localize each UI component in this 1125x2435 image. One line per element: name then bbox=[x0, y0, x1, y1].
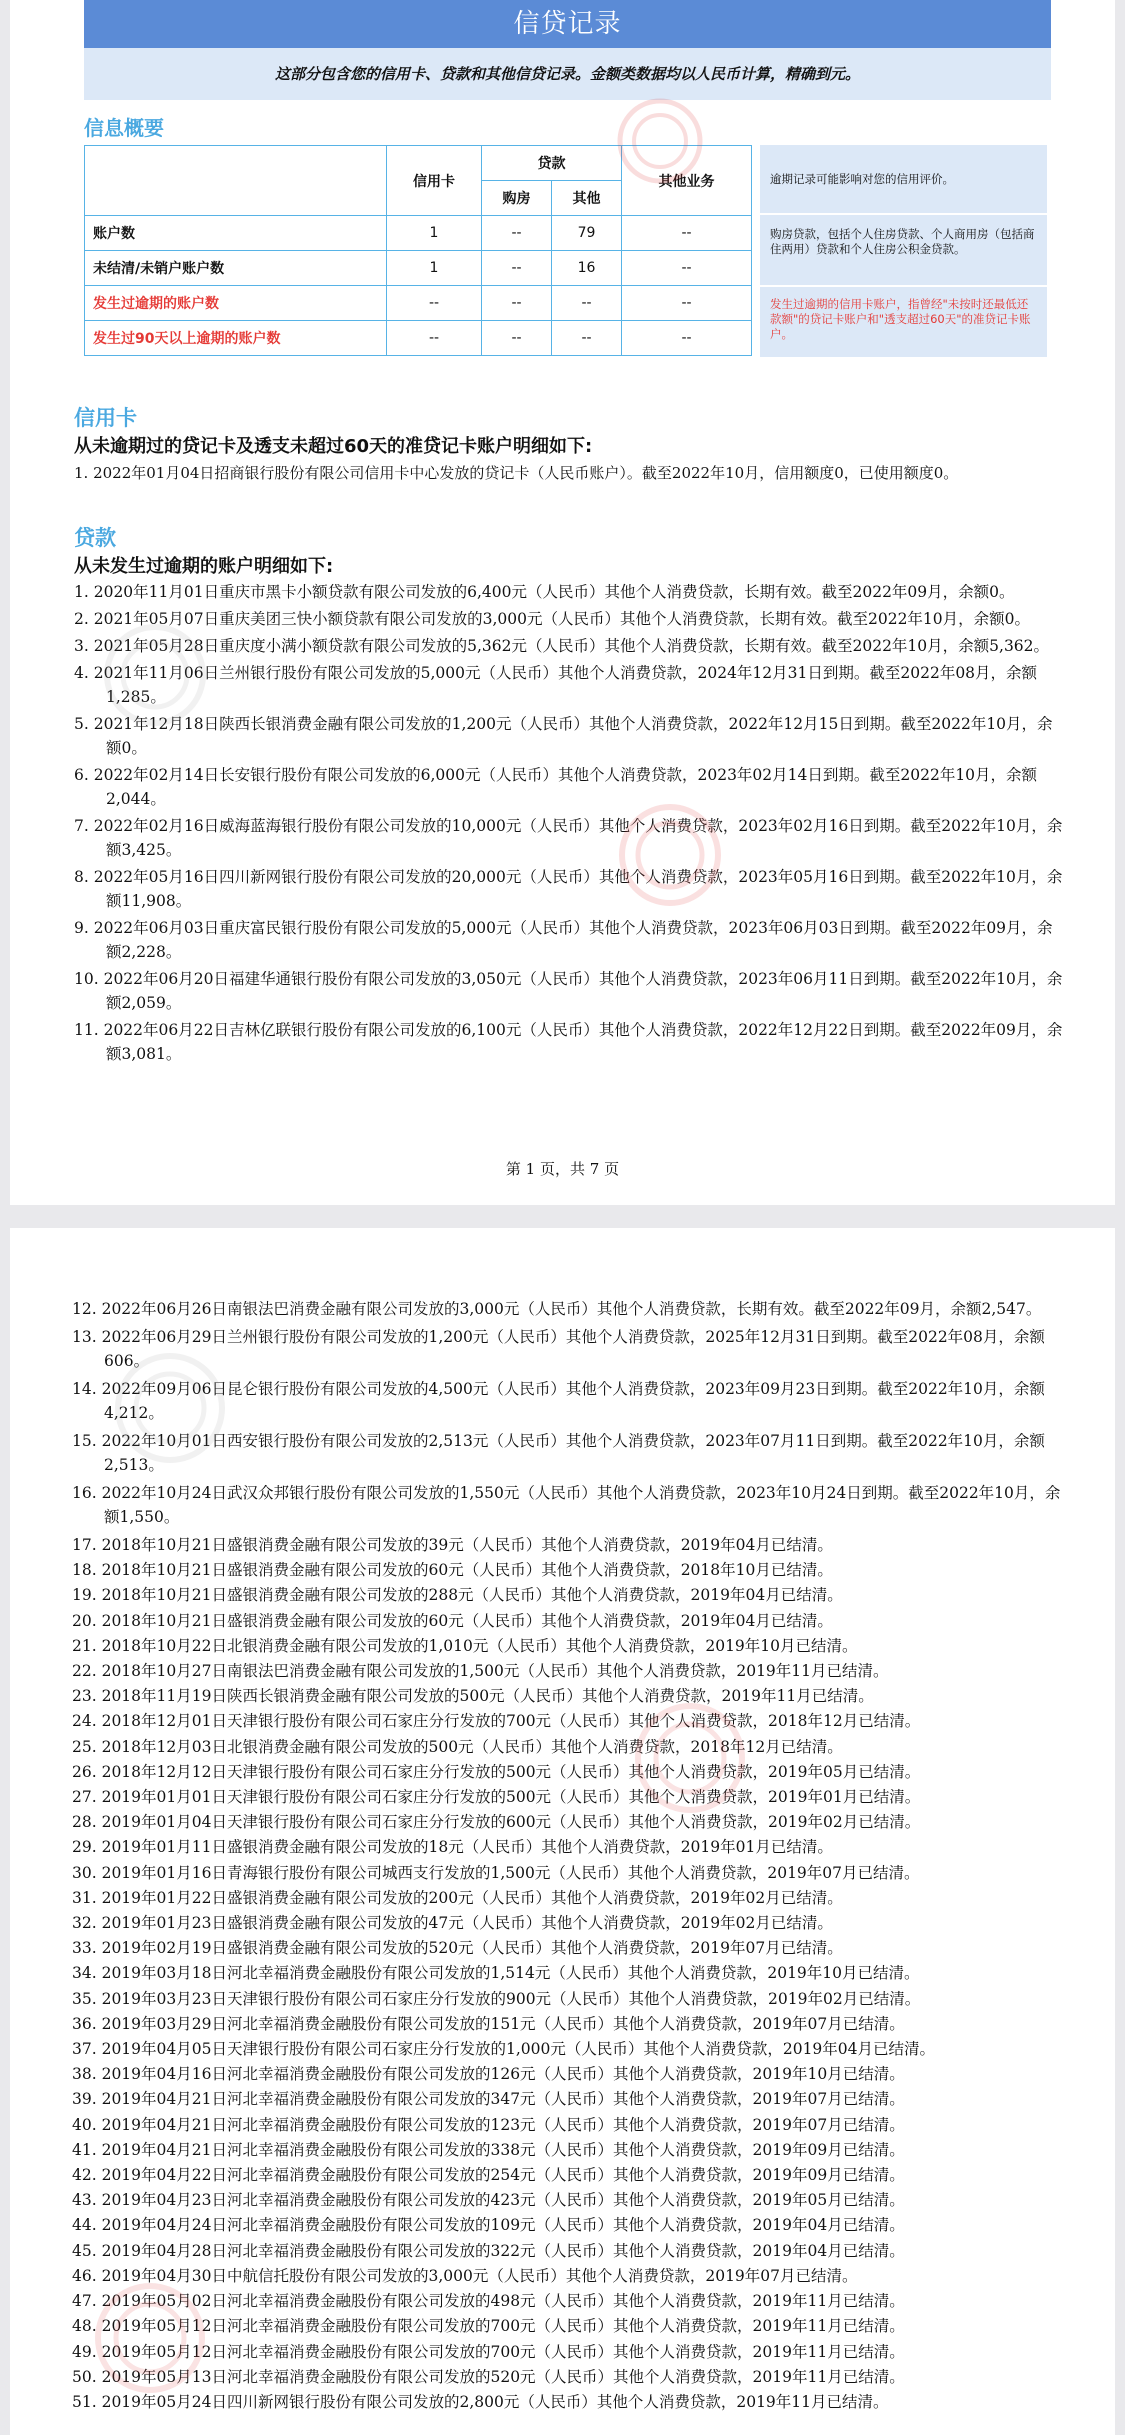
list-item: 43. 2019年04月23日河北幸福消费金融股份有限公司发放的423元（人民币）其他个人消费贷款，2019年05月已结清。 bbox=[72, 2191, 905, 2210]
list-item: 11. 2022年06月22日吉林亿联银行股份有限公司发放的6,100元（人民币）其他个人消费贷款，2022年12月22日到期。截至2022年09月，余额3,081。 bbox=[74, 1021, 1063, 1063]
list-item: 18. 2018年10月21日盛银消费金融有限公司发放的60元（人民币）其他个人消费贷款，2018年10月已结清。 bbox=[72, 1561, 833, 1580]
summary-title: 信息概要 bbox=[84, 116, 164, 140]
list-item: 13. 2022年06月29日兰州银行股份有限公司发放的1,200元（人民币）其他个人消费贷款，2025年12月31日到期。截至2022年08月，余额606。 bbox=[72, 1328, 1045, 1370]
table-row: 发生过90天以上逾期的账户数 -- -- -- -- bbox=[85, 321, 752, 356]
list-item: 3. 2021年05月28日重庆度小满小额贷款有限公司发放的5,362元（人民币）其他个人消费贷款，长期有效。截至2022年10月，余额5,362。 bbox=[74, 637, 1050, 655]
list-item: 45. 2019年04月28日河北幸福消费金融股份有限公司发放的322元（人民币）其他个人消费贷款，2019年04月已结清。 bbox=[72, 2241, 905, 2260]
list-item: 16. 2022年10月24日武汉众邦银行股份有限公司发放的1,550元（人民币）其他个人消费贷款，2023年10月24日到期。截至2022年10月，余额1,550。 bbox=[72, 1484, 1061, 1526]
report-page-2 bbox=[10, 1228, 1115, 2435]
list-item: 51. 2019年05月24日四川新网银行股份有限公司发放的2,800元（人民币）其他个人消费贷款，2019年11月已结清。 bbox=[72, 2392, 889, 2411]
list-item: 48. 2019年05月12日河北幸福消费金融股份有限公司发放的700元（人民币）其他个人消费贷款，2019年11月已结清。 bbox=[72, 2317, 905, 2336]
list-item: 1. 2022年01月04日招商银行股份有限公司信用卡中心发放的贷记卡（人民币账户）。截至2022年10月，信用额度0，已使用额度0。 bbox=[74, 464, 959, 482]
list-item: 30. 2019年01月16日青海银行股份有限公司城西支行发放的1,500元（人民币）其他个人消费贷款，2019年07月已结清。 bbox=[72, 1863, 920, 1882]
list-item: 17. 2018年10月21日盛银消费金融有限公司发放的39元（人民币）其他个人消费贷款，2019年04月已结清。 bbox=[72, 1536, 833, 1554]
list-item: 33. 2019年02月19日盛银消费金融有限公司发放的520元（人民币）其他个人消费贷款，2019年07月已结清。 bbox=[72, 1939, 843, 1958]
list-item: 7. 2022年02月16日威海蓝海银行股份有限公司发放的10,000元（人民币）其他个人消费贷款，2023年02月16日到期。截至2022年10月，余额3,425。 bbox=[74, 817, 1063, 859]
section-description: 这部分包含您的信用卡、贷款和其他信贷记录。金额类数据均以人民币计算，精确到元。 bbox=[84, 48, 1051, 100]
list-item: 14. 2022年09月06日昆仑银行股份有限公司发放的4,500元（人民币）其他个人消费贷款，2023年09月23日到期。截至2022年10月，余额4,212。 bbox=[72, 1380, 1045, 1422]
list-item: 21. 2018年10月22日北银消费金融有限公司发放的1,010元（人民币）其他个人消费贷款，2019年10月已结清。 bbox=[72, 1636, 858, 1655]
list-item: 34. 2019年03月18日河北幸福消费金融股份有限公司发放的1,514元（人民币）其他个人消费贷款，2019年10月已结清。 bbox=[72, 1964, 920, 1983]
list-item: 4. 2021年11月06日兰州银行股份有限公司发放的5,000元（人民币）其他个人消费贷款，2024年12月31日到期。截至2022年08月，余额1,285。 bbox=[74, 664, 1038, 706]
header-credit-card: 信用卡 bbox=[387, 146, 482, 216]
list-item: 24. 2018年12月01日天津银行股份有限公司石家庄分行发放的700元（人民币）其他个人消费贷款，2018年12月已结清。 bbox=[72, 1712, 921, 1731]
page-number: 第 1 页，共 7 页 bbox=[505, 1160, 620, 1178]
list-item: 1. 2020年11月01日重庆市黑卡小额贷款有限公司发放的6,400元（人民币）其他个人消费贷款，长期有效。截至2022年09月，余额0。 bbox=[74, 583, 1015, 601]
table-row: 发生过逾期的账户数 -- -- -- -- bbox=[85, 286, 752, 321]
list-item: 40. 2019年04月21日河北幸福消费金融股份有限公司发放的123元（人民币）其他个人消费贷款，2019年07月已结清。 bbox=[72, 2115, 905, 2134]
list-item: 9. 2022年06月03日重庆富民银行股份有限公司发放的5,000元（人民币）其他个人消费贷款，2023年06月03日到期。截至2022年09月，余额2,228。 bbox=[74, 919, 1053, 961]
header-housing: 购房 bbox=[482, 181, 552, 216]
summary-table bbox=[84, 145, 752, 356]
list-item: 47. 2019年05月02日河北幸福消费金融股份有限公司发放的498元（人民币）其他个人消费贷款，2019年11月已结清。 bbox=[72, 2292, 905, 2311]
list-item: 10. 2022年06月20日福建华通银行股份有限公司发放的3,050元（人民币）其他个人消费贷款，2023年06月11日到期。截至2022年10月，余额2,059。 bbox=[74, 970, 1063, 1012]
list-item: 42. 2019年04月22日河北幸福消费金融股份有限公司发放的254元（人民币）其他个人消费贷款，2019年09月已结清。 bbox=[72, 2166, 905, 2185]
list-item: 23. 2018年11月19日陕西长银消费金融有限公司发放的500元（人民币）其他个人消费贷款，2019年11月已结清。 bbox=[72, 1687, 874, 1706]
loan-list-continued bbox=[72, 1297, 1062, 2415]
report-page-1 bbox=[10, 0, 1115, 1205]
loan-title: 贷款 bbox=[74, 526, 116, 550]
table-row: 账户数 1 -- 79 -- bbox=[85, 216, 752, 251]
loan-subtitle: 从未发生过逾期的账户明细如下: bbox=[74, 556, 334, 577]
list-item: 50. 2019年05月13日河北幸福消费金融股份有限公司发放的520元（人民币）其他个人消费贷款，2019年11月已结清。 bbox=[72, 2367, 905, 2386]
list-item: 39. 2019年04月21日河北幸福消费金融股份有限公司发放的347元（人民币）其他个人消费贷款，2019年07月已结清。 bbox=[72, 2090, 905, 2109]
credit-card-subtitle: 从未逾期过的贷记卡及透支未超过60天的准贷记卡账户明细如下: bbox=[74, 436, 593, 457]
list-item: 35. 2019年03月23日天津银行股份有限公司石家庄分行发放的900元（人民币）其他个人消费贷款，2019年02月已结清。 bbox=[72, 1989, 921, 2008]
list-item: 19. 2018年10月21日盛银消费金融有限公司发放的288元（人民币）其他个人消费贷款，2019年04月已结清。 bbox=[72, 1586, 843, 1605]
credit-card-title: 信用卡 bbox=[74, 406, 137, 430]
list-item: 29. 2019年01月11日盛银消费金融有限公司发放的18元（人民币）其他个人消费贷款，2019年01月已结清。 bbox=[72, 1838, 833, 1857]
list-item: 44. 2019年04月24日河北幸福消费金融股份有限公司发放的109元（人民币）其他个人消费贷款，2019年04月已结清。 bbox=[72, 2216, 905, 2235]
list-item: 41. 2019年04月21日河北幸福消费金融股份有限公司发放的338元（人民币）其他个人消费贷款，2019年09月已结清。 bbox=[72, 2140, 905, 2159]
header-other: 其他 bbox=[552, 181, 622, 216]
list-item: 8. 2022年05月16日四川新网银行股份有限公司发放的20,000元（人民币）其他个人消费贷款，2023年05月16日到期。截至2022年10月，余额11,908。 bbox=[74, 868, 1063, 910]
list-item: 32. 2019年01月23日盛银消费金融有限公司发放的47元（人民币）其他个人消费贷款，2019年02月已结清。 bbox=[72, 1914, 833, 1933]
list-item: 26. 2018年12月12日天津银行股份有限公司石家庄分行发放的500元（人民币）其他个人消费贷款，2019年05月已结清。 bbox=[72, 1762, 921, 1781]
list-item: 28. 2019年01月04日天津银行股份有限公司石家庄分行发放的600元（人民币）其他个人消费贷款，2019年02月已结清。 bbox=[72, 1813, 921, 1832]
list-item: 2. 2021年05月07日重庆美团三快小额贷款有限公司发放的3,000元（人民币）其他个人消费贷款，长期有效。截至2022年10月，余额0。 bbox=[74, 610, 1031, 628]
list-item: 49. 2019年05月12日河北幸福消费金融股份有限公司发放的700元（人民币）其他个人消费贷款，2019年11月已结清。 bbox=[72, 2342, 905, 2361]
list-item: 31. 2019年01月22日盛银消费金融有限公司发放的200元（人民币）其他个人消费贷款，2019年02月已结清。 bbox=[72, 1888, 843, 1907]
list-item: 37. 2019年04月05日天津银行股份有限公司石家庄分行发放的1,000元（人民币）其他个人消费贷款，2019年04月已结清。 bbox=[72, 2040, 936, 2059]
header-other-business: 其他业务 bbox=[622, 146, 752, 216]
list-item: 27. 2019年01月01日天津银行股份有限公司石家庄分行发放的500元（人民币）其他个人消费贷款，2019年01月已结清。 bbox=[72, 1788, 921, 1807]
list-item: 20. 2018年10月21日盛银消费金融有限公司发放的60元（人民币）其他个人消费贷款，2019年04月已结清。 bbox=[72, 1611, 833, 1630]
summary-note: 购房贷款，包括个人住房贷款、个人商用房（包括商住两用）贷款和个人住房公积金贷款。 bbox=[760, 215, 1047, 285]
list-item: 38. 2019年04月16日河北幸福消费金融股份有限公司发放的126元（人民币）其他个人消费贷款，2019年10月已结清。 bbox=[72, 2065, 905, 2084]
list-item: 25. 2018年12月03日北银消费金融有限公司发放的500元（人民币）其他个人消费贷款，2018年12月已结清。 bbox=[72, 1737, 843, 1756]
header-loan: 贷款 bbox=[482, 146, 622, 181]
summary-note: 逾期记录可能影响对您的信用评价。 bbox=[760, 145, 1047, 213]
section-banner: 信贷记录 bbox=[84, 0, 1051, 48]
loan-list bbox=[74, 580, 1064, 1069]
summary-note-alert: 发生过逾期的信用卡账户，指曾经"未按时还最低还款额"的贷记卡账户和"透支超过60天"的准贷记卡账户。 bbox=[760, 287, 1047, 357]
table-row: 未结清/未销户账户数 1 -- 16 -- bbox=[85, 251, 752, 286]
list-item: 5. 2021年12月18日陕西长银消费金融有限公司发放的1,200元（人民币）其他个人消费贷款，2022年12月15日到期。截至2022年10月，余额0。 bbox=[74, 715, 1053, 757]
list-item: 22. 2018年10月27日南银法巴消费金融有限公司发放的1,500元（人民币）其他个人消费贷款，2019年11月已结清。 bbox=[72, 1662, 889, 1681]
list-item: 12. 2022年06月26日南银法巴消费金融有限公司发放的3,000元（人民币）其他个人消费贷款，长期有效。截至2022年09月，余额2,547。 bbox=[72, 1300, 1042, 1318]
list-item: 15. 2022年10月01日西安银行股份有限公司发放的2,513元（人民币）其他个人消费贷款，2023年07月11日到期。截至2022年10月，余额2,513。 bbox=[72, 1432, 1045, 1474]
list-item: 46. 2019年04月30日中航信托股份有限公司发放的3,000元（人民币）其他个人消费贷款，2019年07月已结清。 bbox=[72, 2266, 858, 2285]
list-item: 36. 2019年03月29日河北幸福消费金融股份有限公司发放的151元（人民币）其他个人消费贷款，2019年07月已结清。 bbox=[72, 2014, 905, 2033]
list-item: 6. 2022年02月14日长安银行股份有限公司发放的6,000元（人民币）其他个人消费贷款，2023年02月14日到期。截至2022年10月，余额2,044。 bbox=[74, 766, 1038, 808]
